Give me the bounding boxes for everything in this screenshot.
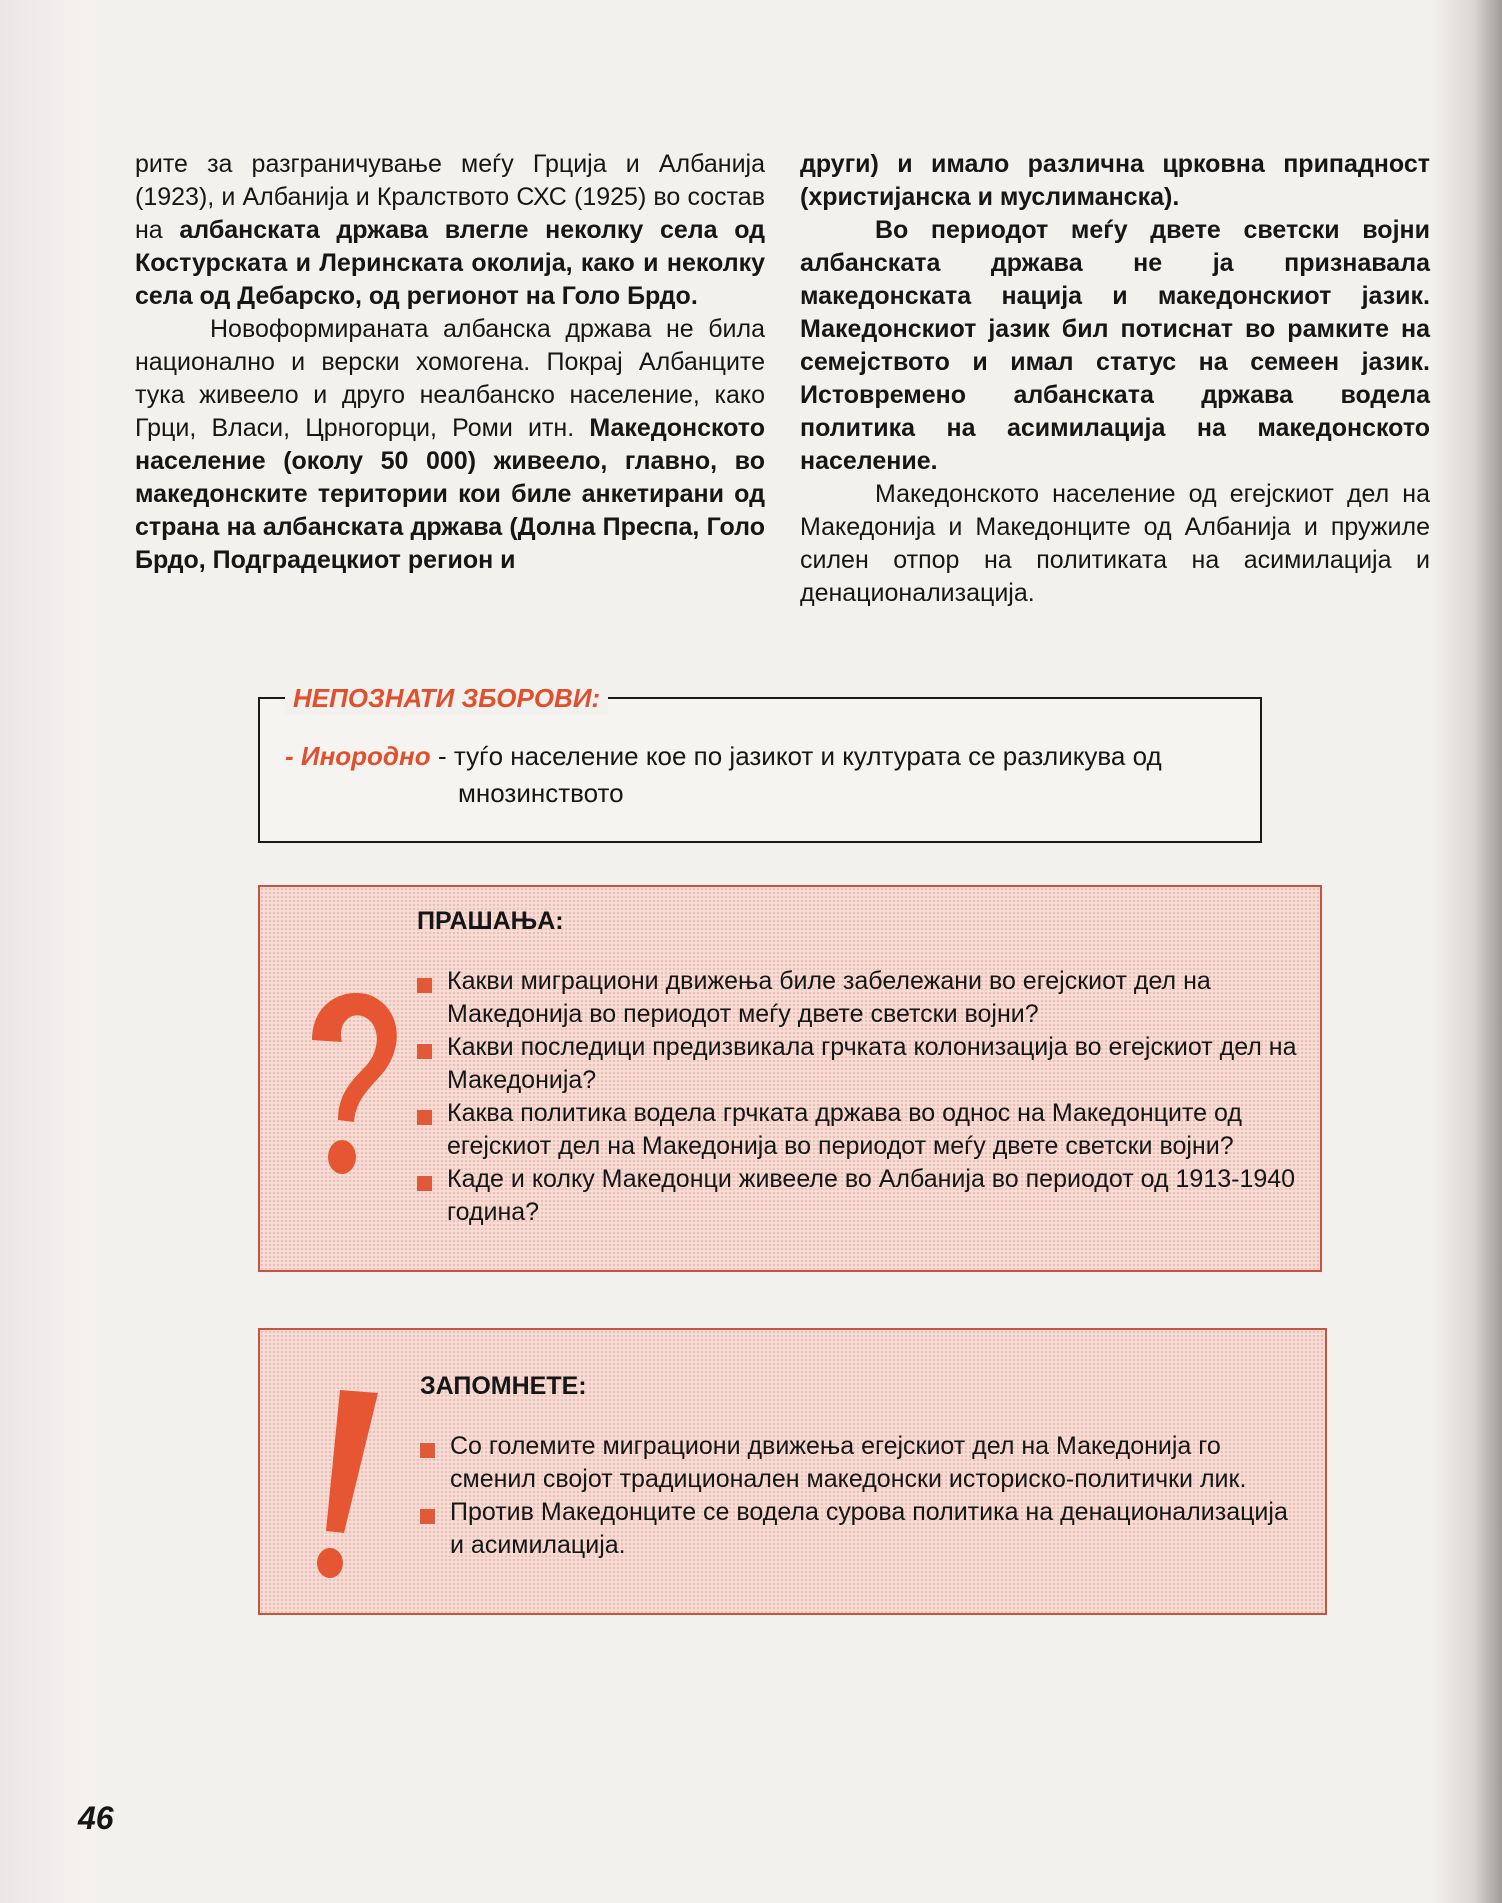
right-paragraph-3: Македонското население од егејскиот дел на Македонија и Македонците од Албанија и пружиле силен отпор на политиката на асимилација и денационализација. xyxy=(800,480,1430,607)
question-text: Какви миграциони движења биле забележани во егејскиот дел на Македонија во периодот меѓу двете светски војни? xyxy=(447,967,1211,1028)
remember-text: Со големите миграциони движења егејскиот дел на Македонија го сменил својот традиционален македонски историско-политички лик. xyxy=(450,1432,1247,1493)
square-bullet-icon xyxy=(420,1509,435,1524)
left-p2-normal-text: Новоформираната албанска држава не била национално и верски хомогена. Покрај Албанците тука живеело и друго неалбанско население, како Грци, Власи, Црногорци, Роми итн. xyxy=(135,315,765,442)
remember-item xyxy=(420,1430,1300,1496)
glossary-definition-continued: мнозинството xyxy=(458,778,624,808)
page-right-edge xyxy=(1432,0,1502,1903)
question-text: Какви последици предизвикала грчката колонизација во егејскиот дел на Македонија? xyxy=(447,1033,1297,1094)
left-p1-normal-text: рите за разграничување меѓу Грција и Албанија (1923), и Албанија и Кралството СХС (1925) во состав на xyxy=(135,150,765,244)
question-item xyxy=(417,1097,1297,1163)
glossary-box xyxy=(258,683,1262,843)
square-bullet-icon xyxy=(417,1044,432,1059)
remember-box xyxy=(258,1328,1327,1615)
question-mark-icon xyxy=(290,982,410,1197)
remember-list xyxy=(420,1430,1300,1562)
square-bullet-icon xyxy=(420,1443,435,1458)
questions-title: ПРАШАЊА: xyxy=(417,907,564,935)
remember-text: Против Македонците се водела сурова политика на денационализација и асимилација. xyxy=(450,1498,1288,1559)
questions-list xyxy=(417,965,1297,1229)
left-p1-bold-text: албанската држава влегле неколку села од Костурската и Леринската околија, како и неколку села од Дебарско, од регионот на Голо Брдо. xyxy=(135,216,766,310)
page-left-edge xyxy=(0,0,95,1903)
left-p2-bold-text: Македонското население (околу 50 000) живеело, главно, во македонските територии кои биле анкетирани од страна на албанската држава (Долна Преспа, Голо Брдо, Подградецкиот регион и xyxy=(135,414,765,574)
left-text-column xyxy=(135,148,765,577)
remember-title: ЗАПОМНЕТЕ: xyxy=(420,1372,587,1400)
square-bullet-icon xyxy=(417,1110,432,1125)
page-number: 46 xyxy=(78,1800,114,1836)
questions-box xyxy=(258,885,1322,1272)
glossary-definition: - туѓо население кое по јазикот и културата се разликува од xyxy=(438,741,1162,771)
question-text: Каква политика водела грчката држава во однос на Македонците од егејскиот дел на Македонија во периодот меѓу двете светски војни? xyxy=(447,1099,1242,1160)
question-item xyxy=(417,1163,1297,1229)
square-bullet-icon xyxy=(417,1176,432,1191)
left-paragraph-1 xyxy=(135,148,765,313)
glossary-term: - Инородно xyxy=(285,741,431,771)
square-bullet-icon xyxy=(417,978,432,993)
exclamation-mark-icon xyxy=(300,1385,390,1585)
right-paragraph-2: Во периодот меѓу двете светски војни албанската држава не ја признавала македонската нација и македонскиот јазик. Македонскиот јазик бил потиснат во рамките на семејството и имал статус на семеен јазик. Истовремено албанската држава водела политика на асимилација на македонското население. xyxy=(800,216,1430,475)
question-item xyxy=(417,965,1297,1031)
question-item xyxy=(417,1031,1297,1097)
glossary-title: НЕПОЗНАТИ ЗБОРОВИ: xyxy=(285,681,608,715)
remember-item xyxy=(420,1496,1300,1562)
left-paragraph-2 xyxy=(135,313,765,577)
right-text-column xyxy=(800,148,1430,610)
question-text: Каде и колку Македонци живееле во Албанија во периодот од 1913-1940 година? xyxy=(447,1165,1296,1226)
right-paragraph-1: други) и имало различна црковна припадност (христијанска и муслиманска). xyxy=(800,150,1430,211)
